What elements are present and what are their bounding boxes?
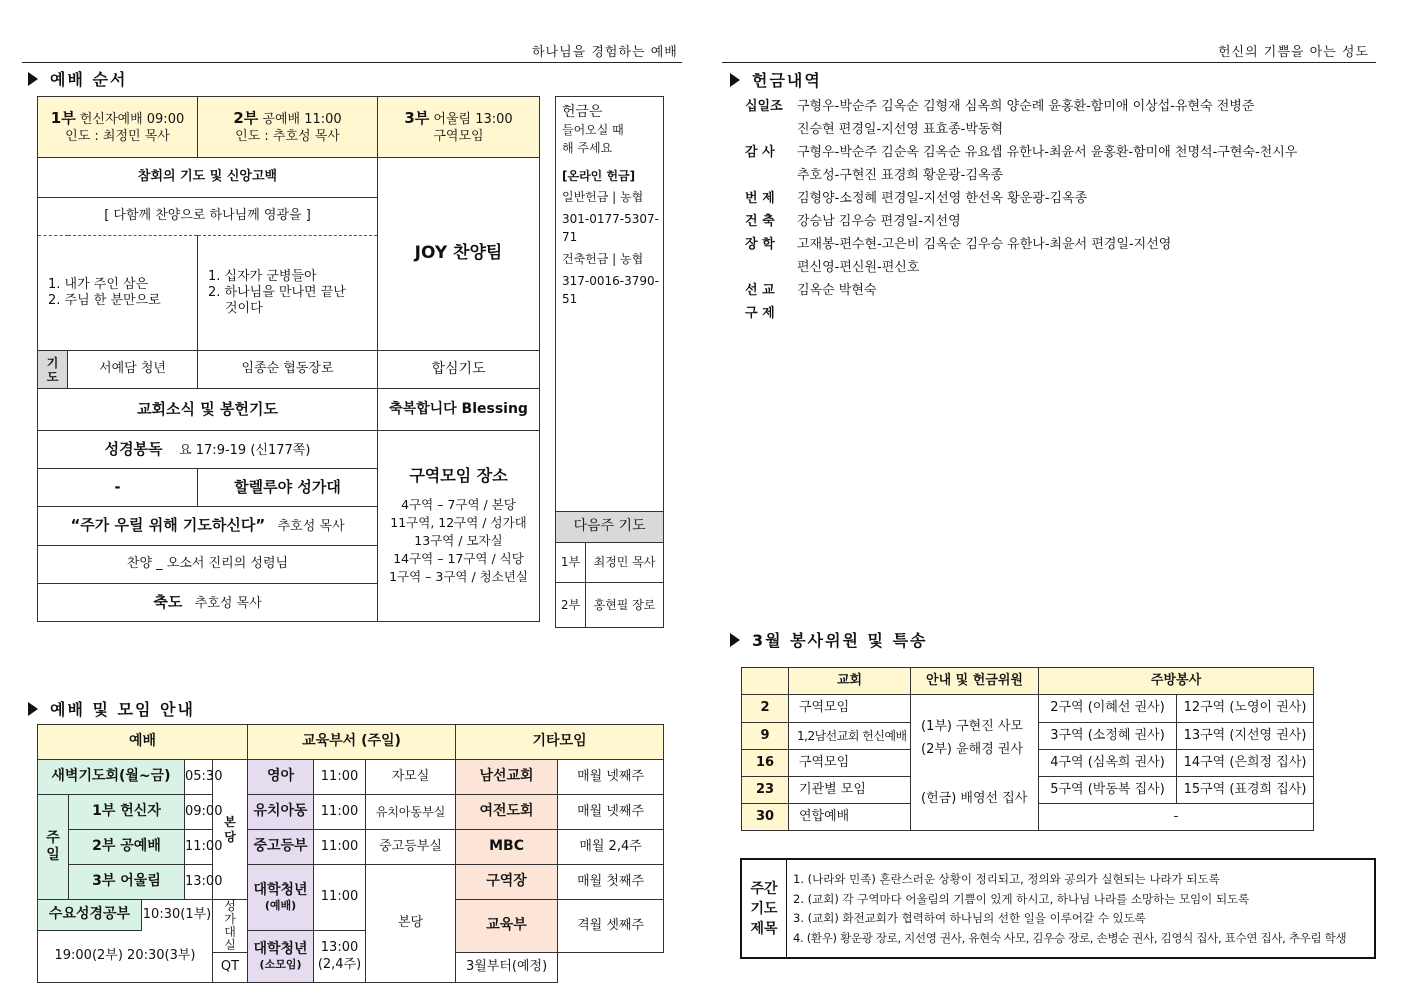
offering-kind — [745, 118, 797, 141]
other-5-when: 격월 셋째주 — [558, 900, 664, 953]
general-account: 301-0177-5307-71 — [562, 212, 659, 244]
offering-kind — [745, 164, 797, 187]
vol-kitchen-b: 13구역 (지선영 권사) — [1177, 723, 1314, 750]
h-other: 기타모임 — [456, 725, 664, 760]
vol-h-guide: 안내 및 헌금위원 — [911, 668, 1039, 695]
offering-row — [745, 141, 1297, 164]
benediction-cell — [38, 584, 378, 622]
vol-kitchen-a: 2구역 (이혜선 권사) — [1039, 695, 1177, 723]
news: 교회소식 및 봉헌기도 — [38, 389, 378, 431]
prayer-label: 기도 — [38, 351, 68, 389]
song-a1: 1. 내가 주인 삼은 — [48, 276, 149, 292]
edu-3: 중고등부 — [248, 830, 314, 865]
vol-kitchen-a: 3구역 (소정혜 권사) — [1039, 723, 1177, 750]
edu-1: 영아 — [248, 760, 314, 795]
prayer-item: 3. (교회) 화전교회가 협력하여 하나님의 선한 일을 이루어갈 수 있도록 — [793, 911, 1146, 925]
prayer-1: 서예담 청년 — [68, 351, 198, 389]
worship-1-time: 09:00 — [185, 795, 213, 830]
weekly-prayer-list — [787, 860, 1346, 957]
offering-names: 구형우-박순주 김순옥 김옥순 유요셉 유한나-최윤서 윤홍환-함미애 천명석-구현숙-천시우 — [797, 145, 1298, 160]
edu-5-sub: (소모임) — [259, 958, 302, 972]
offering-row — [745, 187, 1297, 210]
offering-note-1: 헌금은 — [562, 104, 603, 120]
worship-3: 3부 어울림 — [69, 865, 185, 900]
offering-kind: 십일조 — [745, 99, 783, 114]
next-1-name: 최정민 목사 — [586, 543, 664, 583]
prayer-item: 2. (교회) 각 구역마다 어울림의 기쁨이 있게 하시고, 하나님 나라를 소망하는 모임이 되도록 — [793, 891, 1250, 906]
vol-h-blank — [742, 668, 789, 695]
vol-h-church: 교회 — [789, 668, 911, 695]
edu-2-time: 11:00 — [314, 795, 366, 830]
edu-3-time: 11:00 — [314, 830, 366, 865]
vol-guide-cell — [911, 695, 1039, 831]
offering-row — [745, 164, 1297, 187]
offering-names: 진승현 편경일-지선영 표효종-박동혁 — [797, 122, 1004, 137]
next-week-title: 다음주 기도 — [556, 512, 664, 543]
triangle-icon — [28, 72, 38, 86]
choir-room: 성가대실 — [213, 900, 248, 953]
service-2-cell — [198, 97, 378, 158]
service-3-name: 어울림 13:00 — [433, 112, 513, 128]
edu-5-time: 13:00 — [320, 940, 359, 956]
song-a2: 2. 주님 한 분만으로 — [48, 293, 161, 308]
edu-45-place: 본당 — [366, 865, 456, 983]
next-2-label: 2부 — [556, 583, 586, 628]
offering-names: 추호성-구현진 표경희 황운광-김옥종 — [797, 168, 1004, 183]
other-4: 구역장 — [456, 865, 558, 900]
place-item: 14구역 – 17구역 / 식당 — [393, 551, 524, 566]
meetings-title: 예배 및 모임 안내 — [50, 700, 195, 719]
other-3: MBC — [456, 830, 558, 865]
vol-kitchen-b: 15구역 (표경희 집사) — [1177, 777, 1314, 804]
vol-date: 16 — [742, 750, 789, 777]
edu-4-sub: (예배) — [264, 899, 297, 913]
other-4-when: 매월 첫째주 — [558, 865, 664, 900]
dawn: 새벽기도회(월~금) — [38, 760, 185, 795]
triangle-icon — [730, 633, 740, 647]
h-worship: 예배 — [38, 725, 248, 760]
volunteers-title: 3월 봉사위원 및 특송 — [752, 631, 928, 650]
wed-time-2: 19:00(2부) 20:30(3부) — [38, 931, 213, 983]
prayer-3: 합심기도 — [378, 351, 540, 389]
building-offering: 건축헌금 | 농협 — [562, 252, 644, 266]
sunday-label: 주일 — [38, 795, 69, 900]
offering-row — [745, 279, 1297, 302]
edu-5: 대학청년 — [253, 940, 308, 957]
left-header-line — [22, 62, 682, 63]
service-2-name: 공예배 11:00 — [262, 112, 342, 128]
edu-2-place: 유치아동부실 — [366, 795, 456, 830]
main-hall-label: 본당 — [213, 760, 248, 900]
service-3-cell — [378, 97, 540, 158]
meetings-table — [37, 724, 664, 983]
order-title-wrap — [28, 67, 127, 90]
sermon-title: “주가 우릴 위해 기도하신다” — [70, 516, 266, 535]
other-1: 남선교회 — [456, 760, 558, 795]
meetings-title-wrap — [28, 697, 195, 720]
offering-kind: 선 교 — [745, 283, 775, 298]
worship-3-time: 13:00 — [185, 865, 213, 900]
songs-a — [38, 236, 198, 351]
edu-4-cell — [248, 865, 314, 931]
next-1-label: 1부 — [556, 543, 586, 583]
volunteers-title-wrap — [730, 628, 928, 651]
service-1-num: 1부 — [50, 109, 76, 128]
offering-names: 고재봉-편수현-고은비 김옥순 김우승 유한나-최윤서 편경일-지선영 — [797, 237, 1172, 252]
volunteers-table — [741, 667, 1314, 831]
offering-row — [745, 302, 1297, 325]
vol-kitchen-b: 14구역 (은희정 집사) — [1177, 750, 1314, 777]
service-2-num: 2부 — [233, 109, 259, 128]
vol-kitchen-b: 12구역 (노영이 권사) — [1177, 695, 1314, 723]
triangle-icon — [28, 702, 38, 716]
other-2: 여전도회 — [456, 795, 558, 830]
offering-row — [745, 95, 1297, 118]
hymn: 찬양 _ 오소서 진리의 성령님 — [38, 546, 378, 584]
offering-kind: 구 제 — [745, 306, 775, 321]
offering-names: 김형양-소정혜 편경일-지선영 한선옥 황운광-김옥종 — [797, 191, 1088, 206]
vol-date: 9 — [742, 723, 789, 750]
weekly-prayer-box — [740, 858, 1376, 959]
vol-date: 2 — [742, 695, 789, 723]
choir-2: 할렐루야 성가대 — [198, 469, 378, 507]
order-table — [37, 96, 540, 622]
offering-row — [745, 118, 1297, 141]
edu-4: 대학청년 — [253, 881, 308, 898]
vol-church: 구역모임 — [789, 695, 911, 723]
praise-theme: [ 다함께 찬양으로 하나님께 영광을 ] — [38, 198, 378, 236]
prayer-item: 1. (나라와 민족) 혼란스러운 상황이 정리되고, 정의와 공의가 실현되는 나라가 되도록 — [793, 872, 1220, 886]
vol-date: 23 — [742, 777, 789, 804]
edu-1-time: 11:00 — [314, 760, 366, 795]
weekly-prayer-label-cell — [742, 860, 787, 957]
joy-team: JOY 찬양팀 — [378, 158, 540, 351]
service-2-leader: 인도 : 추호성 목사 — [235, 128, 340, 144]
choir-1: - — [38, 469, 198, 507]
h-edu: 교육부서 (주일) — [248, 725, 456, 760]
vol-kitchen-5: - — [1039, 804, 1314, 831]
offering-names: 편신영-편신원-편신호 — [797, 260, 920, 275]
service-1-leader: 인도 : 최정민 목사 — [65, 128, 170, 144]
vol-date: 30 — [742, 804, 789, 831]
vol-h-kitchen: 주방봉사 — [1039, 668, 1314, 695]
wed-time-1: 10:30(1부) — [142, 900, 213, 931]
order-title: 예배 순서 — [50, 70, 128, 89]
edu-2: 유치아동 — [248, 795, 314, 830]
service-3-num: 3부 — [404, 109, 430, 128]
song-b1: 1. 십자가 군병들아 — [208, 268, 317, 284]
offering-names: 강승남 김우승 편경일-지선영 — [797, 214, 961, 229]
vol-guide-3: (헌금) 배영선 집사 — [921, 791, 1028, 806]
offering-row — [745, 256, 1297, 279]
offering-kind: 번 제 — [745, 191, 775, 206]
other-5: 교육부 — [456, 900, 558, 953]
service-1-name: 헌신자예배 09:00 — [79, 112, 185, 128]
vol-church: 연합예배 — [789, 804, 911, 831]
other-1-when: 매월 넷째주 — [558, 760, 664, 795]
online-offering-label: [온라인 헌금] — [562, 169, 636, 183]
vol-guide-2: (2부) 윤해경 권사 — [921, 742, 1024, 757]
dawn-time: 05:30 — [185, 760, 213, 795]
edu-4-time: 11:00 — [314, 865, 366, 931]
sermon-preacher: 추호성 목사 — [277, 519, 345, 535]
vol-guide-1: (1부) 구현진 사모 — [921, 719, 1024, 734]
general-offering: 일반헌금 | 농협 — [562, 190, 644, 204]
offering-kind — [745, 256, 797, 279]
other-3-when: 매월 2,4주 — [558, 830, 664, 865]
offering-names: 구형우-박순주 김옥순 김형재 심옥희 양순례 윤홍환-함미애 이상섭-유현숙 전병준 — [797, 99, 1255, 114]
sermon-cell — [38, 507, 378, 546]
place-item: 1구역 – 3구역 / 청소년실 — [389, 569, 528, 584]
worship-2: 2부 공예배 — [69, 830, 185, 865]
worship-1: 1부 헌신자 — [69, 795, 185, 830]
building-account: 317-0016-3790-51 — [562, 274, 659, 306]
edu-1-place: 자모실 — [366, 760, 456, 795]
edu-5-time2: (2,4주) — [317, 956, 362, 972]
offering-info-cell — [556, 97, 664, 512]
place-item: 11구역, 12구역 / 성가대 — [390, 515, 527, 530]
offering-row — [745, 233, 1297, 256]
offering-list-title: 헌금내역 — [752, 71, 822, 90]
right-header-line — [722, 62, 1376, 63]
weekly-prayer-label: 주간기도제목 — [750, 880, 778, 937]
edu-5-time-cell — [314, 931, 366, 983]
offering-info-table — [555, 96, 664, 628]
offering-kind: 건 축 — [745, 214, 775, 229]
other-6: QT — [213, 953, 248, 983]
benediction-by: 추호성 목사 — [194, 595, 262, 611]
next-2-name: 홍현필 장로 — [586, 583, 664, 628]
vol-kitchen-a: 4구역 (심옥희 권사) — [1039, 750, 1177, 777]
bless-song: 축복합니다 Blessing — [378, 389, 540, 431]
place-item: 4구역 – 7구역 / 본당 — [401, 497, 516, 512]
vol-church: 1,2남선교회 헌신예배 — [789, 723, 911, 750]
vol-church: 구역모임 — [789, 750, 911, 777]
prayer-2: 임종순 협동장로 — [198, 351, 378, 389]
offering-note-2: 들어오실 때 — [562, 123, 624, 137]
song-b3: 것이다 — [225, 301, 263, 317]
offering-list — [745, 95, 1297, 325]
other-6-when: 3월부터(예정) — [456, 953, 558, 983]
confession: 참회의 기도 및 신앙고백 — [38, 158, 378, 198]
places-cell — [378, 431, 540, 622]
worship-2-time: 11:00 — [185, 830, 213, 865]
right-header: 헌신의 기쁨을 아는 성도 — [1218, 45, 1369, 60]
scripture-cell — [38, 431, 378, 469]
offering-names: 김옥순 박현숙 — [797, 283, 877, 298]
songs-b — [198, 236, 378, 351]
offering-row — [745, 210, 1297, 233]
service-3-sub: 구역모임 — [433, 128, 484, 144]
offering-note-3: 해 주세요 — [562, 141, 613, 155]
place-item: 13구역 / 모자실 — [414, 533, 503, 548]
benediction-label: 축도 — [153, 592, 183, 611]
offering-kind: 감 사 — [745, 145, 775, 160]
offering-kind: 장 학 — [745, 237, 775, 252]
scripture-ref: 요 17:9-19 (신177쪽) — [179, 442, 311, 458]
vol-kitchen-a: 5구역 (박동복 집사) — [1039, 777, 1177, 804]
edu-3-place: 중고등부실 — [366, 830, 456, 865]
vol-church: 기관별 모임 — [789, 777, 911, 804]
prayer-item: 4. (환우) 황운광 장로, 지선영 권사, 유현숙 사모, 김우승 장로, 손병순 권사, 김영식 집사, 표수연 집사, 추우림 학생 — [793, 930, 1347, 945]
places-title: 구역모임 장소 — [409, 466, 508, 485]
left-header: 하나님을 경험하는 예배 — [532, 45, 678, 60]
offering-list-title-wrap — [730, 68, 822, 91]
edu-5-cell — [248, 931, 314, 983]
triangle-icon — [730, 73, 740, 87]
scripture-label: 성경봉독 — [104, 439, 163, 458]
song-b2: 2. 하나님을 만나면 끝난 — [208, 284, 346, 300]
service-1-cell — [38, 97, 198, 158]
wed-study: 수요성경공부 — [38, 900, 142, 931]
other-2-when: 매월 넷째주 — [558, 795, 664, 830]
